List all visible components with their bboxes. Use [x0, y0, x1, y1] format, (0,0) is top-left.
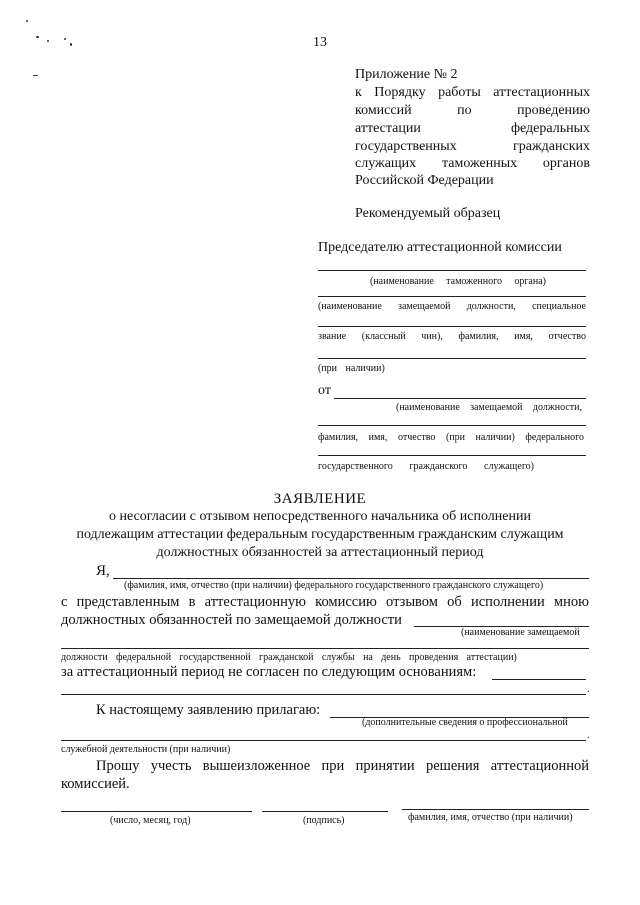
scan-speck — [47, 40, 49, 42]
i-hint: (фамилия, имя, отчество (при наличии) федерального государственного гражданского служащего) — [124, 580, 544, 591]
word: специальное — [532, 301, 586, 312]
appendix-line — [355, 103, 590, 119]
word: аттестационных — [493, 85, 590, 100]
blank-line-customs-body[interactable] — [318, 270, 586, 271]
word: (наименование — [318, 301, 382, 312]
signature-label: (подпись) — [303, 815, 345, 826]
word: отчество — [397, 432, 436, 443]
word: отзывом — [386, 594, 438, 610]
sample-label: Рекомендуемый образец — [355, 206, 501, 221]
signature-line[interactable] — [262, 811, 388, 812]
hint-position-3 — [318, 363, 385, 374]
word: имя, — [514, 331, 533, 342]
hint-position-cont — [61, 652, 517, 663]
addressee-heading: Председателю аттестационной комиссии — [318, 240, 562, 255]
statement-title: ЗАЯВЛЕНИЕ — [273, 491, 367, 507]
word: (наименование — [370, 276, 434, 287]
word: проведению — [517, 103, 590, 118]
hint-position-2 — [318, 331, 586, 342]
blank-line-attachments-2[interactable] — [61, 740, 586, 741]
attach-hint-cont: служебной деятельности (при наличии) — [61, 744, 231, 755]
blank-line-reasons[interactable] — [492, 679, 586, 680]
appendix-line — [355, 121, 590, 137]
word: комиссий — [355, 103, 412, 118]
word: таможенного — [446, 276, 502, 287]
scan-speck — [64, 38, 66, 40]
word: при — [321, 758, 345, 774]
hint-position-1 — [318, 301, 586, 312]
word: замещаемой — [398, 301, 451, 312]
word: работы — [438, 85, 481, 100]
word: наличии) — [475, 432, 515, 443]
word: должности, — [466, 301, 516, 312]
word: вышеизложенное — [202, 758, 311, 774]
period-mark: . — [587, 684, 590, 695]
word: принятии — [355, 758, 415, 774]
appendix-line — [355, 139, 590, 155]
word: должности — [61, 652, 108, 663]
word: служащего) — [484, 461, 534, 472]
word: аттестации — [355, 121, 421, 136]
word: органов — [542, 156, 590, 171]
word: решения — [425, 758, 480, 774]
attach-text: К настоящему заявлению прилагаю: — [96, 702, 321, 718]
word: гражданских — [513, 139, 590, 154]
word: (при — [318, 363, 338, 374]
word: звание — [318, 331, 347, 342]
word: Прошу — [96, 758, 140, 774]
word: государственного — [318, 461, 393, 472]
word: гражданской — [259, 652, 314, 663]
statement-text-line — [61, 594, 589, 611]
hint-position: (наименование замещаемой — [461, 627, 580, 638]
disagree-text: за аттестационный период не согласен по следующим основаниям: — [61, 664, 477, 680]
word: с — [61, 594, 68, 610]
word: службы — [321, 652, 355, 663]
name-line[interactable] — [402, 809, 589, 810]
blank-line-position-2[interactable] — [318, 326, 586, 327]
word: аттестации) — [466, 652, 517, 663]
from-hint-2 — [318, 432, 584, 443]
word: имя, — [368, 432, 388, 443]
blank-line-from-3[interactable] — [318, 455, 586, 456]
appendix-line: Российской Федерации — [355, 173, 494, 188]
request-line: комиссией. — [61, 776, 130, 792]
i-label: Я, — [96, 563, 110, 579]
word: отчество — [548, 331, 586, 342]
word: (при — [445, 432, 465, 443]
word: представленным — [76, 594, 180, 610]
scan-speck — [70, 43, 72, 46]
statement-text-line: должностных обязанностей по замещаемой должности — [61, 612, 402, 628]
appendix-line — [355, 85, 590, 101]
word: органа) — [514, 276, 546, 287]
word: мною — [553, 594, 589, 610]
period-mark: . — [587, 730, 590, 741]
scan-speck — [26, 20, 28, 22]
word: наличии) — [345, 363, 385, 374]
page-number: 13 — [313, 35, 327, 50]
word: Порядку — [374, 85, 426, 100]
word: (наименование — [396, 402, 460, 413]
word: чин), — [421, 331, 443, 342]
word: федерального — [525, 432, 584, 443]
blank-line-from-2[interactable] — [318, 425, 586, 426]
word: проведения — [409, 652, 459, 663]
statement-subtitle-line: подлежащим аттестации федеральным государственным гражданским служащим — [76, 527, 564, 542]
appendix-title: Приложение № 2 — [355, 67, 458, 82]
from-label: от — [318, 383, 331, 398]
from-hint-1 — [396, 402, 582, 413]
word: день — [381, 652, 401, 663]
blank-line-from[interactable] — [334, 398, 586, 399]
word: фамилия, — [458, 331, 499, 342]
word: государственных — [355, 139, 457, 154]
word: на — [363, 652, 373, 663]
word: гражданского — [409, 461, 468, 472]
statement-subtitle-line: о несогласии с отзывом непосредственного начальника об исполнении — [109, 509, 531, 524]
word: федеральной — [115, 652, 172, 663]
word: государственной — [179, 652, 251, 663]
word: аттестационную — [204, 594, 306, 610]
word: фамилия, — [318, 432, 359, 443]
word: служащих — [355, 156, 417, 171]
word: аттестационной — [490, 758, 589, 774]
word: замещаемой — [470, 402, 523, 413]
from-hint-3 — [318, 461, 534, 472]
statement-subtitle-line: должностных обязанностей за аттестационный период — [156, 545, 484, 560]
word: таможенных — [442, 156, 518, 171]
date-label: (число, месяц, год) — [110, 815, 191, 826]
blank-line-position-cont[interactable] — [61, 648, 589, 649]
scan-speck — [33, 75, 38, 76]
word: федеральных — [510, 121, 590, 136]
date-line[interactable] — [61, 811, 252, 812]
scan-speck — [36, 36, 39, 38]
blank-line-position-1[interactable] — [318, 296, 586, 297]
word: в — [188, 594, 196, 610]
word: учесть — [150, 758, 192, 774]
word: (классный — [361, 331, 406, 342]
request-line — [96, 758, 589, 775]
word: исполнении — [470, 594, 545, 610]
word: должности, — [532, 402, 582, 413]
attach-hint: (дополнительные сведения о профессиональной — [362, 717, 568, 728]
name-label: фамилия, имя, отчество (при наличии) — [408, 812, 573, 823]
word: об — [447, 594, 462, 610]
word: по — [457, 103, 472, 118]
blank-line-full-name[interactable] — [113, 578, 589, 579]
blank-line-reasons-2[interactable] — [61, 694, 586, 695]
word: комиссию — [315, 594, 377, 610]
blank-line-position-3[interactable] — [318, 358, 586, 359]
hint-customs-body — [370, 276, 546, 287]
appendix-line — [355, 156, 590, 172]
word: к — [355, 85, 362, 100]
